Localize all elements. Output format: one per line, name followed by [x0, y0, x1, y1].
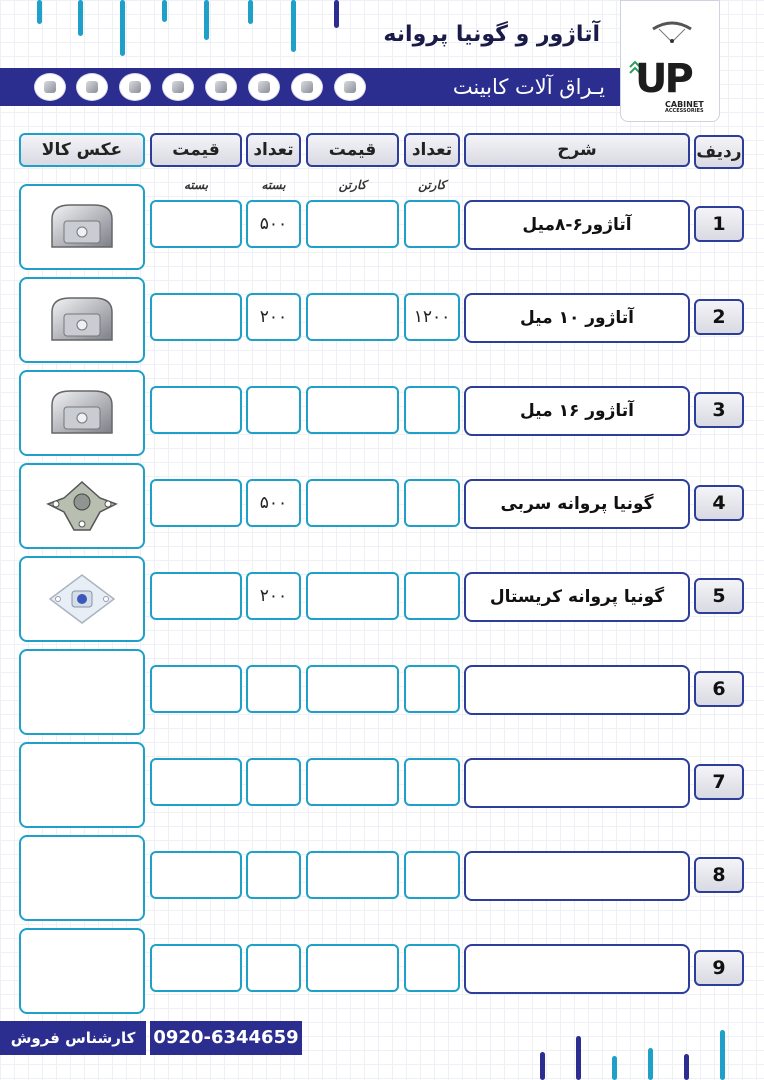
- row-description: آتاژور۶-۸میل: [464, 200, 690, 250]
- decorative-bar: [684, 1054, 689, 1080]
- product-image: [19, 556, 145, 642]
- product-thumb-icon: [34, 73, 66, 101]
- row-description: [464, 758, 690, 808]
- header-carton-price: قیمت: [306, 133, 399, 167]
- carton-price-cell: [306, 293, 399, 341]
- row-number: 1: [694, 206, 744, 242]
- product-image: [19, 277, 145, 363]
- sublabel-carton-price: کارتن: [338, 178, 367, 192]
- sublabel-pack-price: بسته: [183, 178, 209, 192]
- carton-price-cell: [306, 944, 399, 992]
- product-thumb-icon: [248, 73, 280, 101]
- decorative-bar: [540, 1052, 545, 1080]
- product-image: [19, 463, 145, 549]
- row-description: [464, 665, 690, 715]
- row-description: [464, 851, 690, 901]
- row-number: 9: [694, 950, 744, 986]
- carton-count-cell: [404, 665, 460, 713]
- decorative-bar: [162, 0, 167, 22]
- sublabel-pack-count: بسته: [261, 178, 286, 192]
- row-number: 2: [694, 299, 744, 335]
- product-image: [19, 928, 145, 1014]
- page-title: آتاژور و گونیا پروانه: [383, 22, 600, 47]
- carton-count-cell: [404, 479, 460, 527]
- row-number: 7: [694, 764, 744, 800]
- carton-price-cell: [306, 758, 399, 806]
- product-thumb-icon: [119, 73, 151, 101]
- kite-icon: [649, 17, 695, 43]
- row-number: 6: [694, 671, 744, 707]
- decorative-bar: [648, 1048, 653, 1080]
- logo-subtext: ACCESSORIES: [665, 108, 704, 114]
- pack-price-cell: [150, 944, 242, 992]
- carton-count-cell: [404, 386, 460, 434]
- header-description: شرح: [464, 133, 690, 167]
- header-carton-count: تعداد: [404, 133, 460, 167]
- header-pack-count: تعداد: [246, 133, 301, 167]
- decorative-bar: [291, 0, 296, 52]
- carton-price-cell: [306, 386, 399, 434]
- row-number: 8: [694, 857, 744, 893]
- row-number: 5: [694, 578, 744, 614]
- carton-price-cell: [306, 479, 399, 527]
- product-thumb-icon: [334, 73, 366, 101]
- row-description: آتاژور ۱۰ میل: [464, 293, 690, 343]
- page-subtitle: یـراق آلات کابینت: [452, 75, 605, 99]
- pack-price-cell: [150, 293, 242, 341]
- carton-price-cell: [306, 200, 399, 248]
- pack-price-cell: [150, 479, 242, 527]
- phone-number: 0920-6344659: [150, 1021, 302, 1055]
- pack-count-cell: ۲۰۰: [246, 293, 301, 341]
- carton-price-cell: [306, 665, 399, 713]
- shelf-support-icon: [42, 383, 122, 447]
- row-description: گونیا پروانه سربی: [464, 479, 690, 529]
- logo-subtext: CABINET: [665, 100, 704, 109]
- decorative-bar: [120, 0, 125, 56]
- product-image: [19, 742, 145, 828]
- logo-text: UP: [635, 56, 691, 102]
- carton-count-cell: [404, 758, 460, 806]
- butterfly-bracket-icon: [42, 476, 122, 540]
- row-number: 3: [694, 392, 744, 428]
- carton-count-cell: [404, 851, 460, 899]
- pack-price-cell: [150, 665, 242, 713]
- decorative-bar: [720, 1030, 725, 1080]
- product-image: [19, 184, 145, 270]
- carton-count-cell: [404, 200, 460, 248]
- decorative-bar: [576, 1036, 581, 1080]
- decorative-bar: [248, 0, 253, 24]
- pack-count-cell: ۵۰۰: [246, 479, 301, 527]
- row-description: گونیا پروانه کریستال: [464, 572, 690, 622]
- pack-count-cell: [246, 758, 301, 806]
- product-thumb-icon: [76, 73, 108, 101]
- header-image: عکس کالا: [19, 133, 145, 167]
- pack-price-cell: [150, 851, 242, 899]
- product-thumb-icon: [291, 73, 323, 101]
- product-thumb-icon: [205, 73, 237, 101]
- product-thumb-icon: [162, 73, 194, 101]
- carton-price-cell: [306, 851, 399, 899]
- pack-price-cell: [150, 758, 242, 806]
- row-description: آتاژور ۱۶ میل: [464, 386, 690, 436]
- shelf-support-icon: [42, 290, 122, 354]
- sales-expert-label: کارشناس فروش: [0, 1021, 146, 1055]
- header-pack-price: قیمت: [150, 133, 242, 167]
- product-image: [19, 649, 145, 735]
- pack-count-cell: ۵۰۰: [246, 200, 301, 248]
- brand-logo: [620, 0, 720, 122]
- decorative-bar: [204, 0, 209, 40]
- pack-count-cell: [246, 665, 301, 713]
- carton-count-cell: [404, 572, 460, 620]
- row-description: [464, 944, 690, 994]
- pack-count-cell: [246, 944, 301, 992]
- decorative-bar: [612, 1056, 617, 1080]
- pack-count-cell: [246, 386, 301, 434]
- pack-price-cell: [150, 200, 242, 248]
- pack-price-cell: [150, 386, 242, 434]
- product-image: [19, 370, 145, 456]
- product-image: [19, 835, 145, 921]
- sublabel-carton-count: کارتن: [418, 178, 446, 192]
- carton-count-cell: [404, 944, 460, 992]
- pack-count-cell: [246, 851, 301, 899]
- row-number: 4: [694, 485, 744, 521]
- decorative-bar: [78, 0, 83, 36]
- shelf-support-icon: [42, 197, 122, 261]
- decorative-bar: [334, 0, 339, 28]
- crystal-bracket-icon: [42, 569, 122, 633]
- header-row-no: ردیف: [694, 135, 744, 169]
- pack-count-cell: ۲۰۰: [246, 572, 301, 620]
- carton-price-cell: [306, 572, 399, 620]
- pack-price-cell: [150, 572, 242, 620]
- decorative-bar: [37, 0, 42, 24]
- carton-count-cell: ۱۲۰۰: [404, 293, 460, 341]
